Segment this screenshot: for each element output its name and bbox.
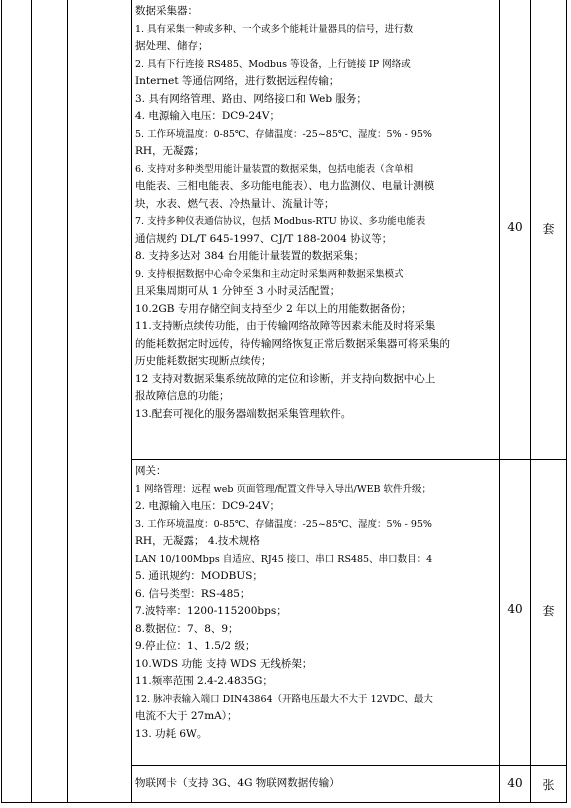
row-description-iot-card [135, 775, 497, 793]
spec-line: 的能耗数据定时远传，待传输网络恢复正常后数据采集器可将采集的 [135, 337, 450, 350]
spec-line: 7.波特率：1200-115200bps； [135, 605, 287, 617]
quantity-cell: 40 [507, 220, 523, 234]
spec-line: 7. 支持多种仪表通信协议，包括 Modbus-RTU 协议、多功能电能表 [135, 216, 426, 227]
row-title: 物联网卡（支持 3G、4G 物联网数据传输） [135, 777, 340, 789]
spec-line: 据处理、储存； [135, 40, 209, 52]
spec-line: 9.停止位：1、1.5/2 级； [135, 640, 256, 652]
grid-line [499, 0, 500, 803]
spec-line: 2. 电源输入电压：DC9-24V； [135, 500, 280, 512]
spec-line: 报故障信息的功能； [135, 390, 230, 402]
spec-line: 8.数据位：7、8、9； [135, 622, 239, 635]
spec-line: RH，无凝露； [135, 145, 205, 157]
spec-line: 电流不大于 27mA）； [135, 710, 238, 722]
spec-line: 11.频率范围 2.4-2.4835G； [135, 675, 273, 687]
grid-line [131, 0, 132, 803]
spec-line: 13. 功耗 6W。 [135, 727, 208, 740]
spec-line: 1 网络管理：远程 web 页面管理/配置文件导入导出/WEB 软件升级； [135, 483, 432, 495]
unit-cell: 张 [542, 778, 555, 792]
spec-line: 12 支持对数据采集系统故障的定位和诊断，并支持向数据中心上 [135, 372, 436, 385]
quantity-cell: 40 [507, 776, 523, 790]
spec-line: 6. 支持对多种类型用能计量装置的数据采集，包括电能表（含单相 [135, 163, 414, 175]
spec-line: 10.WDS 功能 支持 WDS 无线桥架； [135, 657, 313, 670]
grid-line [131, 459, 567, 460]
spec-line: 12. 脉冲表输入端口 DIN43864（开路电压最大不大于 12VDC、最大 [135, 693, 433, 705]
spec-line: RH，无凝露； 4.技术规格 [135, 535, 260, 547]
grid-line [1, 0, 2, 803]
grid-line [1, 802, 567, 803]
spec-line: 4. 电源输入电压：DC9-24V； [135, 110, 280, 122]
spec-line: 5. 通讯规约：MODBUS； [135, 570, 263, 582]
grid-line [131, 765, 567, 766]
spec-line: 且采集周期可从 1 分钟至 3 小时灵活配置； [135, 285, 341, 297]
spec-line: 9. 支持根据数据中心命令采集和主动定时采集两种数据采集模式 [135, 268, 404, 280]
spec-line: 电能表、三相电能表、多功能电能表）、电力监测仪、电量计测模 [135, 180, 435, 192]
spec-line: LAN 10/100Mbps 自适应、RJ45 接口、串口 RS485、串口数目：4 [135, 553, 433, 565]
row-description-data-collector [135, 3, 497, 423]
grid-line [530, 0, 531, 803]
spec-line: 通信规约 DL/T 645-1997、CJ/T 188-2004 协议等； [135, 232, 393, 245]
grid-line [67, 0, 68, 803]
row-description-gateway [135, 463, 497, 743]
spec-line: 2. 具有下行连接 RS485、Modbus 等设备，上行链接 IP 网络或 [135, 58, 411, 70]
unit-cell: 套 [542, 222, 555, 236]
spec-line: 历史能耗数据实现断点续传； [135, 355, 272, 367]
spec-line: 6. 信号类型：RS-485； [135, 587, 251, 600]
spec-line: 8. 支持多达对 384 台用能计量装置的数据采集； [135, 250, 365, 262]
spec-line: 3. 工作环境温度：0-85℃、存储温度：-25~85℃、湿度：5% - 95% [135, 518, 432, 530]
spec-line: 11.支持断点续传功能，由于传输网络故障等因素未能及时将采集 [135, 320, 436, 332]
grid-line [566, 0, 567, 803]
spec-line: 块，水表、燃气表、冷热量计、流量计等； [135, 197, 335, 210]
quantity-cell: 40 [507, 602, 523, 616]
row-title: 网关： [135, 465, 167, 477]
grid-line [31, 0, 32, 803]
spec-line: Internet 等通信网络，进行数据远程传输； [135, 75, 340, 87]
spec-line: 10.2GB 专用存储空间支持至少 2 年以上的用能数据备份； [135, 302, 412, 315]
spec-line: 13.配套可视化的服务器端数据采集管理软件。 [135, 407, 352, 420]
row-title: 数据采集器： [135, 5, 198, 17]
spec-line: 1. 具有采集一种或多种、一个或多个能耗计量器具的信号，进行数 [135, 23, 414, 35]
spec-line: 5. 工作环境温度：0-85℃、存储温度：-25~85℃、湿度：5% - 95% [135, 128, 432, 140]
unit-cell: 套 [542, 604, 555, 618]
spec-line: 3. 具有网络管理、路由、网络接口和 Web 服务； [135, 92, 367, 105]
